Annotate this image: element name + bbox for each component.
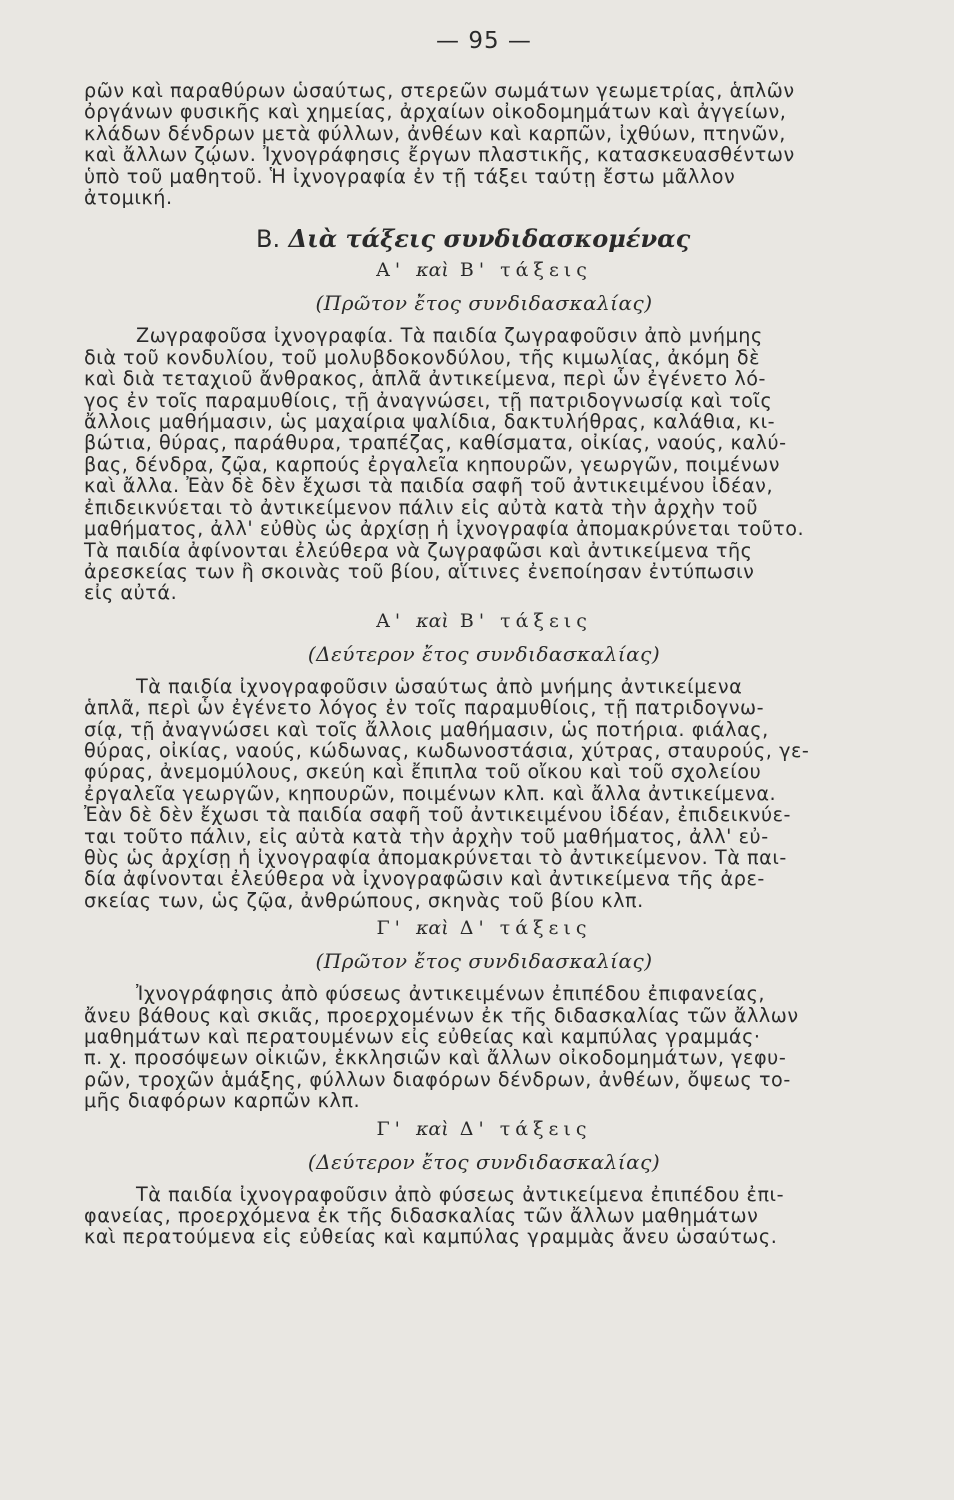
text-line: Ἰχνογράφησις ἀπὸ φύσεως ἀντικειμένων ἐπιπέδου ἐπιφανείας, bbox=[136, 982, 766, 1006]
text-line: ρῶν, τροχῶν ἁμάξης, φύλλων διαφόρων δένδρων, ἀνθέων, ὄψεως το- bbox=[84, 1067, 791, 1091]
text-line: κλάδων δένδρων μετὰ φύλλων, ἀνθέων καὶ καρπῶν, ἰχθύων, πτηνῶν, bbox=[84, 121, 786, 145]
classes-left: Α' bbox=[376, 259, 406, 282]
section-prefix: B. bbox=[256, 225, 281, 254]
text-line: Ζωγραφοῦσα ἰχνογραφία. Τὰ παιδία ζωγραφοῦσιν ἀπὸ μνήμης bbox=[136, 324, 763, 348]
text-line: ἁπλᾶ, περὶ ὧν ἐγένετο λόγος ἐν τοῖς παραμυθίοις, τῇ πατριδογνω- bbox=[84, 696, 765, 720]
intro-paragraph bbox=[84, 80, 884, 208]
text-line: ἀτομική. bbox=[84, 186, 173, 210]
text-line: ἐπιδεικνύεται τὸ ἀντικείμενον πάλιν εἰς αὐτὰ κατὰ τὴν ἀρχὴν τοῦ bbox=[84, 495, 758, 519]
text-line: μῆς διαφόρων καρπῶν κλπ. bbox=[84, 1089, 361, 1113]
text-line: καὶ ἄλλων ζῴων. Ἰχνογράφησις ἔργων πλαστικῆς, κατασκευασθέντων bbox=[84, 143, 795, 167]
year-label: (Πρῶτον ἔτος συνδιδασκαλίας) bbox=[315, 949, 653, 974]
text-line: γος ἐν τοῖς παραμυθίοις, τῇ ἀναγνώσει, τῇ πατριδογνωσίᾳ καὶ τοῖς bbox=[84, 388, 773, 412]
body-paragraph bbox=[84, 325, 884, 603]
classes-label bbox=[84, 1118, 884, 1140]
text-line: φανείας, προερχόμενα ἐκ τῆς διδασκαλίας τῶν ἄλλων μαθημάτων bbox=[84, 1204, 759, 1228]
text-line: ὑπὸ τοῦ μαθητοῦ. Ἡ ἰχνογραφία ἐν τῇ τάξει ταύτῃ ἔστω μᾶλλον bbox=[84, 164, 736, 188]
body-paragraph bbox=[84, 983, 884, 1111]
text-line: μαθήματος, ἀλλ' εὐθὺς ὡς ἀρχίσῃ ἡ ἰχνογραφία ἀπομακρύνεται τοῦτο. bbox=[84, 517, 805, 541]
classes-left: Γ' bbox=[376, 1117, 405, 1140]
year-label: (Δεύτερον ἔτος συνδιδασκαλίας) bbox=[307, 1149, 661, 1174]
classes-left: Α' bbox=[376, 609, 406, 632]
section-heading bbox=[84, 224, 884, 253]
text-line: σκείας των, ὡς ζῷα, ἀνθρώπους, σκηνὰς τοῦ βίου κλπ. bbox=[84, 888, 644, 912]
text-line: ρῶν καὶ παραθύρων ὡσαύτως, στερεῶν σωμάτων γεωμετρίας, ἁπλῶν bbox=[84, 79, 795, 102]
text-line: ται τοῦτο πάλιν, εἰς αὐτὰ κατὰ τὴν ἀρχὴν τοῦ μαθήματος, ἀλλ' εὐ- bbox=[84, 824, 769, 848]
text-line: ἀρεσκείας των ἢ σκοινὰς τοῦ βίου, αἵτινες ἐνεποίησαν ἐντύπωσιν bbox=[84, 559, 755, 583]
text-line: σίᾳ, τῇ ἀναγνώσει καὶ τοῖς ἄλλοις μαθήμασιν, ὡς ποτήρια. φιάλας, bbox=[84, 717, 769, 741]
text-line: ὀργάνων φυσικῆς καὶ χημείας, ἀρχαίων οἰκοδομημάτων καὶ ἀγγείων, bbox=[84, 100, 787, 124]
text-line: π. χ. προσόψεων οἰκιῶν, ἐκκλησιῶν καὶ ἄλλων οἰκοδομημάτων, γεφυ- bbox=[84, 1046, 787, 1070]
classes-kai: καὶ bbox=[416, 259, 449, 282]
text-line: Τὰ παιδία ἰχνογραφοῦσιν ὡσαύτως ἀπὸ μνήμης ἀντικείμενα bbox=[136, 674, 743, 698]
text-line: θὺς ὡς ἀρχίσῃ ἡ ἰχνογραφία ἀπομακρύνεται τὸ ἀντικείμενον. Τὰ παι- bbox=[84, 845, 787, 869]
classes-right: Δ' τάξεις bbox=[459, 1117, 592, 1140]
text-line: καὶ περατούμενα εἰς εὐθείας καὶ καμπύλας γραμμὰς ἄνευ ὡσαύτως. bbox=[84, 1225, 778, 1249]
page-number: — 95 — bbox=[436, 28, 532, 54]
text-line: καὶ ἄλλα. Ἐὰν δὲ δὲν ἔχωσι τὰ παιδία σαφῆ τοῦ ἀντικειμένου ἰδέαν, bbox=[84, 474, 774, 498]
year-label: (Πρῶτον ἔτος συνδιδασκαλίας) bbox=[315, 291, 653, 316]
text-line: μαθημάτων καὶ περατουμένων εἰς εὐθείας καὶ καμπύλας γραμμάς· bbox=[84, 1025, 761, 1048]
body-paragraph bbox=[84, 676, 884, 911]
text-line: βώτια, θύρας, παράθυρα, τραπέζας, καθίσματα, οἰκίας, ναούς, καλύ- bbox=[84, 431, 787, 455]
classes-right: Β' τάξεις bbox=[459, 259, 592, 282]
body-paragraph bbox=[84, 1184, 884, 1248]
text-line: βας, δένδρα, ζῷα, καρπούς ἐργαλεῖα κηπουρῶν, γεωργῶν, ποιμένων bbox=[84, 452, 781, 476]
text-line: ἄλλοις μαθήμασιν, ὡς μαχαίρια ψαλίδια, δακτυλήθρας, καλάθια, κι- bbox=[84, 410, 776, 434]
classes-right: Δ' τάξεις bbox=[459, 917, 592, 940]
text-line: ἄνευ βάθους καὶ σκιᾶς, προερχομένων ἐκ τῆς διδασκαλίας τῶν ἄλλων bbox=[84, 1003, 799, 1027]
text-line: Τὰ παιδία ἰχνογραφοῦσιν ἀπὸ φύσεως ἀντικείμενα ἐπιπέδου ἐπι- bbox=[136, 1182, 785, 1206]
classes-left: Γ' bbox=[376, 917, 405, 940]
text-line: ἐργαλεῖα γεωργῶν, κηπουρῶν, ποιμένων κλπ. καὶ ἄλλα ἀντικείμενα. bbox=[84, 781, 777, 805]
classes-kai: καὶ bbox=[415, 917, 449, 940]
classes-kai: καὶ bbox=[415, 1117, 449, 1140]
text-line: Ἐὰν δὲ δὲν ἔχωσι τὰ παιδία σαφῆ τοῦ ἀντικειμένου ἰδέαν, ἐπιδεικνύε- bbox=[84, 803, 791, 827]
classes-label bbox=[84, 917, 884, 939]
classes-label bbox=[84, 259, 884, 281]
classes-label bbox=[84, 610, 884, 632]
classes-kai: καὶ bbox=[416, 609, 449, 632]
text-line: διὰ τοῦ κονδυλίου, τοῦ μολυβδοκονδύλου, τῆς κιμωλίας, ἀκόμη δὲ bbox=[84, 345, 761, 369]
year-label: (Δεύτερον ἔτος συνδιδασκαλίας) bbox=[307, 641, 661, 666]
text-line: Τὰ παιδία ἀφίνονται ἐλεύθερα νὰ ζωγραφῶσι καὶ ἀντικείμενα τῆς bbox=[84, 538, 753, 562]
classes-right: Β' τάξεις bbox=[459, 609, 592, 632]
text-line: εἰς αὐτά. bbox=[84, 581, 178, 605]
text-line: φύρας, ἀνεμομύλους, σκεύη καὶ ἔπιπλα τοῦ οἴκου καὶ τοῦ σχολείου bbox=[84, 760, 762, 784]
text-line: δία ἀφίνονται ἐλεύθερα νὰ ἰχνογραφῶσιν καὶ ἀντικείμενα τῆς ἀρε- bbox=[84, 867, 765, 891]
text-line: θύρας, οἰκίας, ναούς, κώδωνας, κωδωνοστάσια, χύτρας, σταυρούς, γε- bbox=[84, 738, 810, 762]
text-line: καὶ διὰ τεταχιοῦ ἄνθρακος, ἁπλᾶ ἀντικείμενα, περὶ ὧν ἐγένετο λό- bbox=[84, 367, 767, 391]
section-title: Διὰ τάξεις συνδιδασκομένας bbox=[288, 224, 691, 254]
